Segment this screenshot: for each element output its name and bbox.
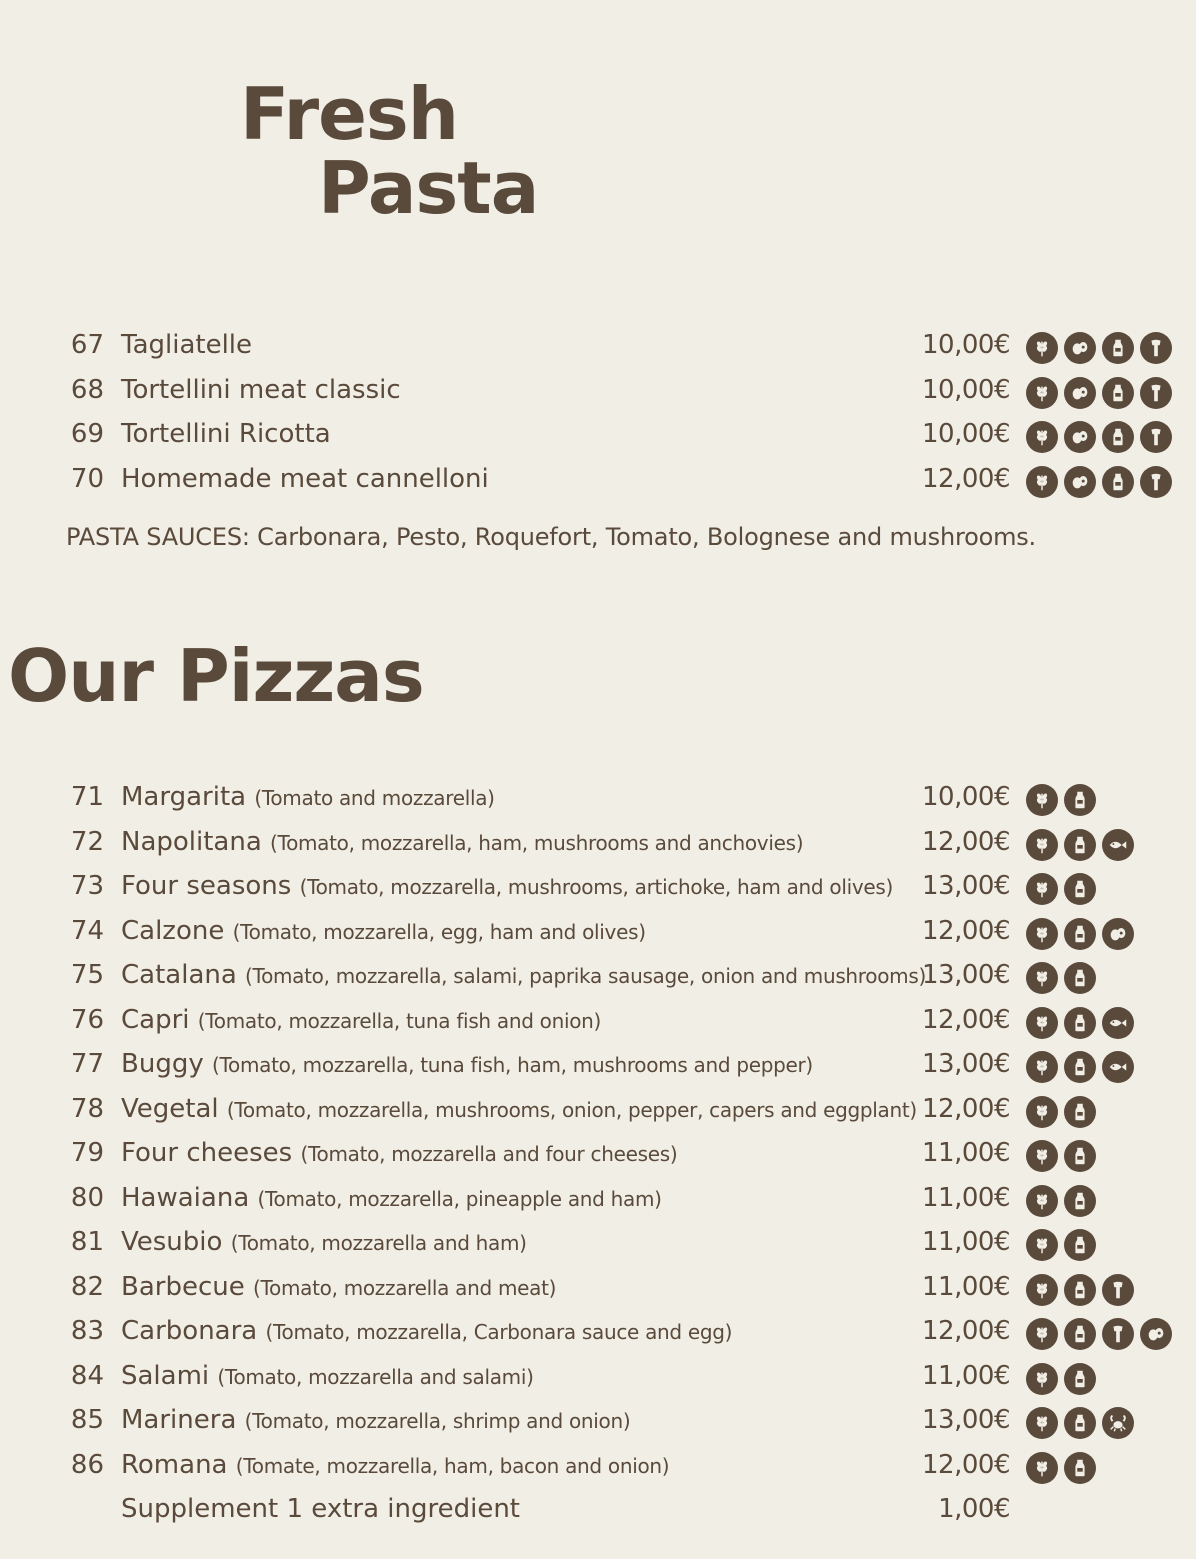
- item-name: Supplement 1 extra ingredient: [121, 1494, 521, 1524]
- gluten-icon: [1026, 466, 1058, 498]
- milk-icon: [1102, 421, 1134, 453]
- milk-icon: [1064, 1051, 1096, 1083]
- item-name-wrap: [121, 375, 401, 406]
- menu-item: [0, 1399, 1196, 1444]
- pasta-title-line2: Pasta: [318, 146, 539, 230]
- menu-item: [0, 1266, 1196, 1311]
- item-name: Tagliatelle: [121, 330, 253, 360]
- allergen-icons: [1026, 784, 1096, 816]
- menu-item: [0, 954, 1196, 999]
- item-name-wrap: [121, 1094, 917, 1125]
- item-name: Vesubio: [121, 1227, 223, 1257]
- item-price: 10,00€: [922, 330, 1010, 360]
- item-description: (Tomato, mozzarella, pineapple and ham): [257, 1186, 662, 1211]
- item-name-wrap: [121, 960, 926, 991]
- milk-icon: [1064, 1185, 1096, 1217]
- pizza-title: Our Pizzas: [8, 634, 424, 718]
- item-number: 69: [70, 419, 104, 449]
- item-name: Tortellini Ricotta: [121, 419, 331, 449]
- item-number: 70: [70, 463, 104, 494]
- milk-icon: [1102, 466, 1134, 498]
- gluten-icon: [1026, 1452, 1058, 1484]
- item-number: 80: [70, 1182, 104, 1213]
- item-price: 12,00€: [922, 1316, 1010, 1346]
- gluten-icon: [1026, 829, 1058, 861]
- menu-item: [0, 369, 1196, 414]
- item-price: 13,00€: [922, 871, 1010, 901]
- milk-icon: [1102, 332, 1134, 364]
- item-description: (Tomato, mozzarella, egg, ham and olives): [232, 919, 646, 944]
- menu-item: [0, 1221, 1196, 1266]
- menu-item: [0, 1488, 1196, 1533]
- item-name: Four cheeses: [121, 1138, 293, 1168]
- allergen-icons: [1026, 1274, 1134, 1306]
- gluten-icon: [1026, 377, 1058, 409]
- item-price: 10,00€: [922, 374, 1010, 405]
- allergen-icons: [1026, 466, 1172, 498]
- item-name-wrap: [121, 1450, 669, 1481]
- allergen-icons: [1026, 1363, 1096, 1395]
- item-name: Barbecue: [121, 1271, 245, 1302]
- item-name: Capri: [121, 1004, 190, 1035]
- milk-icon: [1064, 1318, 1096, 1350]
- item-number: 86: [70, 1449, 104, 1480]
- allergen-icons: [1026, 1051, 1134, 1083]
- milk-icon: [1064, 784, 1096, 816]
- item-name: Carbonara: [121, 1316, 258, 1346]
- item-description: (Tomato, mozzarella, salami, paprika sausage, onion and mushrooms): [245, 964, 926, 988]
- milk-icon: [1102, 377, 1134, 409]
- menu-item: [0, 1444, 1196, 1489]
- allergen-icons: [1026, 873, 1096, 905]
- gluten-icon: [1026, 918, 1058, 950]
- item-price: 12,00€: [922, 1449, 1010, 1480]
- item-name: Tortellini meat classic: [121, 374, 401, 405]
- egg-icon: [1064, 421, 1096, 453]
- gluten-icon: [1026, 962, 1058, 994]
- milk-icon: [1064, 829, 1096, 861]
- celery-icon: [1102, 1274, 1134, 1306]
- allergen-icons: [1026, 1096, 1096, 1128]
- allergen-icons: [1026, 1185, 1096, 1217]
- gluten-icon: [1026, 1229, 1058, 1261]
- menu-item: [0, 1043, 1196, 1088]
- item-description: (Tomato, mozzarella and four cheeses): [300, 1142, 678, 1166]
- item-description: (Tomato, mozzarella, mushrooms, onion, pepper, capers and eggplant): [226, 1097, 917, 1122]
- item-name-wrap: [121, 827, 803, 858]
- item-price: 11,00€: [922, 1360, 1010, 1391]
- milk-icon: [1064, 1452, 1096, 1484]
- menu-item: [0, 1088, 1196, 1133]
- item-description: (Tomato, mozzarella, tuna fish and onion): [197, 1008, 602, 1033]
- item-price: 12,00€: [922, 826, 1010, 857]
- allergen-icons: [1026, 962, 1096, 994]
- crustacean-icon: [1102, 1407, 1134, 1439]
- item-name: Hawaiana: [121, 1182, 250, 1213]
- celery-icon: [1102, 1318, 1134, 1350]
- item-price: 12,00€: [922, 1004, 1010, 1035]
- item-name-wrap: [121, 419, 331, 450]
- menu-item: [0, 999, 1196, 1044]
- item-description: (Tomato, mozzarella, mushrooms, artichoke, ham and olives): [299, 875, 893, 899]
- item-price: 12,00€: [922, 1093, 1010, 1124]
- item-price: 12,00€: [922, 463, 1010, 494]
- item-number: 78: [70, 1093, 104, 1124]
- item-name: Romana: [121, 1449, 228, 1480]
- item-price: 10,00€: [922, 782, 1010, 812]
- item-number: 85: [70, 1405, 104, 1435]
- menu-item: [0, 324, 1196, 369]
- item-name-wrap: [121, 1138, 677, 1169]
- item-price: 11,00€: [922, 1138, 1010, 1168]
- item-name: Catalana: [121, 960, 237, 990]
- allergen-icons: [1026, 1407, 1134, 1439]
- milk-icon: [1064, 962, 1096, 994]
- gluten-icon: [1026, 1051, 1058, 1083]
- menu-item: [0, 458, 1196, 503]
- item-description: (Tomate, mozzarella, ham, bacon and onion): [235, 1453, 670, 1478]
- item-name: Margarita: [121, 782, 247, 812]
- item-number: 76: [70, 1004, 104, 1035]
- fish-icon: [1102, 1007, 1134, 1039]
- item-price: 11,00€: [922, 1182, 1010, 1213]
- item-price: 1,00€: [938, 1494, 1010, 1524]
- item-name-wrap: [121, 1183, 662, 1214]
- celery-icon: [1140, 466, 1172, 498]
- item-description: (Tomato, mozzarella, ham, mushrooms and anchovies): [270, 830, 804, 855]
- fish-icon: [1102, 1051, 1134, 1083]
- gluten-icon: [1026, 1274, 1058, 1306]
- gluten-icon: [1026, 1363, 1058, 1395]
- egg-icon: [1102, 918, 1134, 950]
- item-description: (Tomato and mozzarella): [254, 786, 495, 810]
- celery-icon: [1140, 377, 1172, 409]
- gluten-icon: [1026, 1185, 1058, 1217]
- item-name-wrap: [121, 1361, 534, 1392]
- milk-icon: [1064, 1274, 1096, 1306]
- item-name-wrap: [121, 1316, 732, 1347]
- item-name-wrap: [121, 1227, 527, 1258]
- menu-item: [0, 1355, 1196, 1400]
- gluten-icon: [1026, 1407, 1058, 1439]
- item-name-wrap: [121, 1405, 630, 1436]
- celery-icon: [1140, 421, 1172, 453]
- item-name: Homemade meat cannelloni: [121, 463, 489, 494]
- gluten-icon: [1026, 1096, 1058, 1128]
- item-name-wrap: [121, 1005, 601, 1036]
- item-price: 12,00€: [922, 915, 1010, 946]
- item-number: 67: [70, 330, 104, 360]
- item-price: 13,00€: [922, 1049, 1010, 1079]
- item-number: 79: [70, 1138, 104, 1168]
- milk-icon: [1064, 1096, 1096, 1128]
- allergen-icons: [1026, 1140, 1096, 1172]
- allergen-icons: [1026, 421, 1172, 453]
- gluten-icon: [1026, 873, 1058, 905]
- item-name: Vegetal: [121, 1093, 219, 1124]
- menu-item: [0, 776, 1196, 821]
- menu-item: [0, 413, 1196, 458]
- menu-item: [0, 910, 1196, 955]
- item-name: Buggy: [121, 1049, 204, 1079]
- item-name: Napolitana: [121, 826, 262, 857]
- menu-item: [0, 821, 1196, 866]
- item-number: 75: [70, 960, 104, 990]
- item-number: 77: [70, 1049, 104, 1079]
- egg-icon: [1064, 332, 1096, 364]
- gluten-icon: [1026, 784, 1058, 816]
- milk-icon: [1064, 918, 1096, 950]
- milk-icon: [1064, 1363, 1096, 1395]
- item-description: (Tomato, mozzarella and ham): [230, 1231, 527, 1255]
- milk-icon: [1064, 873, 1096, 905]
- item-number: 81: [70, 1227, 104, 1257]
- item-number: 84: [70, 1360, 104, 1391]
- gluten-icon: [1026, 1318, 1058, 1350]
- fish-icon: [1102, 829, 1134, 861]
- egg-icon: [1140, 1318, 1172, 1350]
- allergen-icons: [1026, 829, 1134, 861]
- item-price: 13,00€: [922, 960, 1010, 990]
- item-number: 83: [70, 1316, 104, 1346]
- menu-item: [0, 1177, 1196, 1222]
- item-number: 82: [70, 1271, 104, 1302]
- item-number: 73: [70, 871, 104, 901]
- pasta-menu: [0, 324, 1196, 502]
- item-description: (Tomato, mozzarella, tuna fish, ham, mushrooms and pepper): [211, 1053, 813, 1077]
- pasta-title-line1: Fresh: [240, 72, 459, 156]
- menu-item: [0, 1310, 1196, 1355]
- item-number: 72: [70, 826, 104, 857]
- pasta-sauces-note: PASTA SAUCES: Carbonara, Pesto, Roquefort, Tomato, Bolognese and mushrooms.: [66, 523, 1036, 551]
- milk-icon: [1064, 1007, 1096, 1039]
- item-name-wrap: [121, 330, 252, 361]
- item-price: 11,00€: [922, 1227, 1010, 1257]
- item-name-wrap: [121, 782, 495, 813]
- allergen-icons: [1026, 1229, 1096, 1261]
- item-description: (Tomato, mozzarella and salami): [217, 1364, 534, 1389]
- item-name-wrap: [121, 1494, 520, 1525]
- allergen-icons: [1026, 1007, 1134, 1039]
- item-number: 74: [70, 915, 104, 946]
- item-price: 10,00€: [922, 419, 1010, 449]
- allergen-icons: [1026, 918, 1134, 950]
- gluten-icon: [1026, 332, 1058, 364]
- item-price: 13,00€: [922, 1405, 1010, 1435]
- item-name-wrap: [121, 1272, 556, 1303]
- milk-icon: [1064, 1407, 1096, 1439]
- gluten-icon: [1026, 421, 1058, 453]
- item-name: Calzone: [121, 915, 225, 946]
- allergen-icons: [1026, 377, 1172, 409]
- item-name-wrap: [121, 464, 489, 495]
- allergen-icons: [1026, 332, 1172, 364]
- item-number: 68: [70, 374, 104, 405]
- item-name: Four seasons: [121, 871, 292, 901]
- egg-icon: [1064, 377, 1096, 409]
- allergen-icons: [1026, 1318, 1172, 1350]
- item-name-wrap: [121, 1049, 813, 1080]
- item-description: (Tomato, mozzarella, Carbonara sauce and egg): [265, 1320, 733, 1344]
- celery-icon: [1140, 332, 1172, 364]
- menu-item: [0, 1132, 1196, 1177]
- item-price: 11,00€: [922, 1271, 1010, 1302]
- pizza-menu: [0, 776, 1196, 1533]
- egg-icon: [1064, 466, 1096, 498]
- item-number: 71: [70, 782, 104, 812]
- milk-icon: [1064, 1140, 1096, 1172]
- menu-item: [0, 865, 1196, 910]
- item-name-wrap: [121, 871, 893, 902]
- milk-icon: [1064, 1229, 1096, 1261]
- item-name: Salami: [121, 1360, 210, 1391]
- item-description: (Tomato, mozzarella and meat): [253, 1275, 557, 1300]
- gluten-icon: [1026, 1140, 1058, 1172]
- item-name: Marinera: [121, 1405, 237, 1435]
- allergen-icons: [1026, 1452, 1096, 1484]
- gluten-icon: [1026, 1007, 1058, 1039]
- item-description: (Tomato, mozzarella, shrimp and onion): [244, 1409, 631, 1433]
- item-name-wrap: [121, 916, 646, 947]
